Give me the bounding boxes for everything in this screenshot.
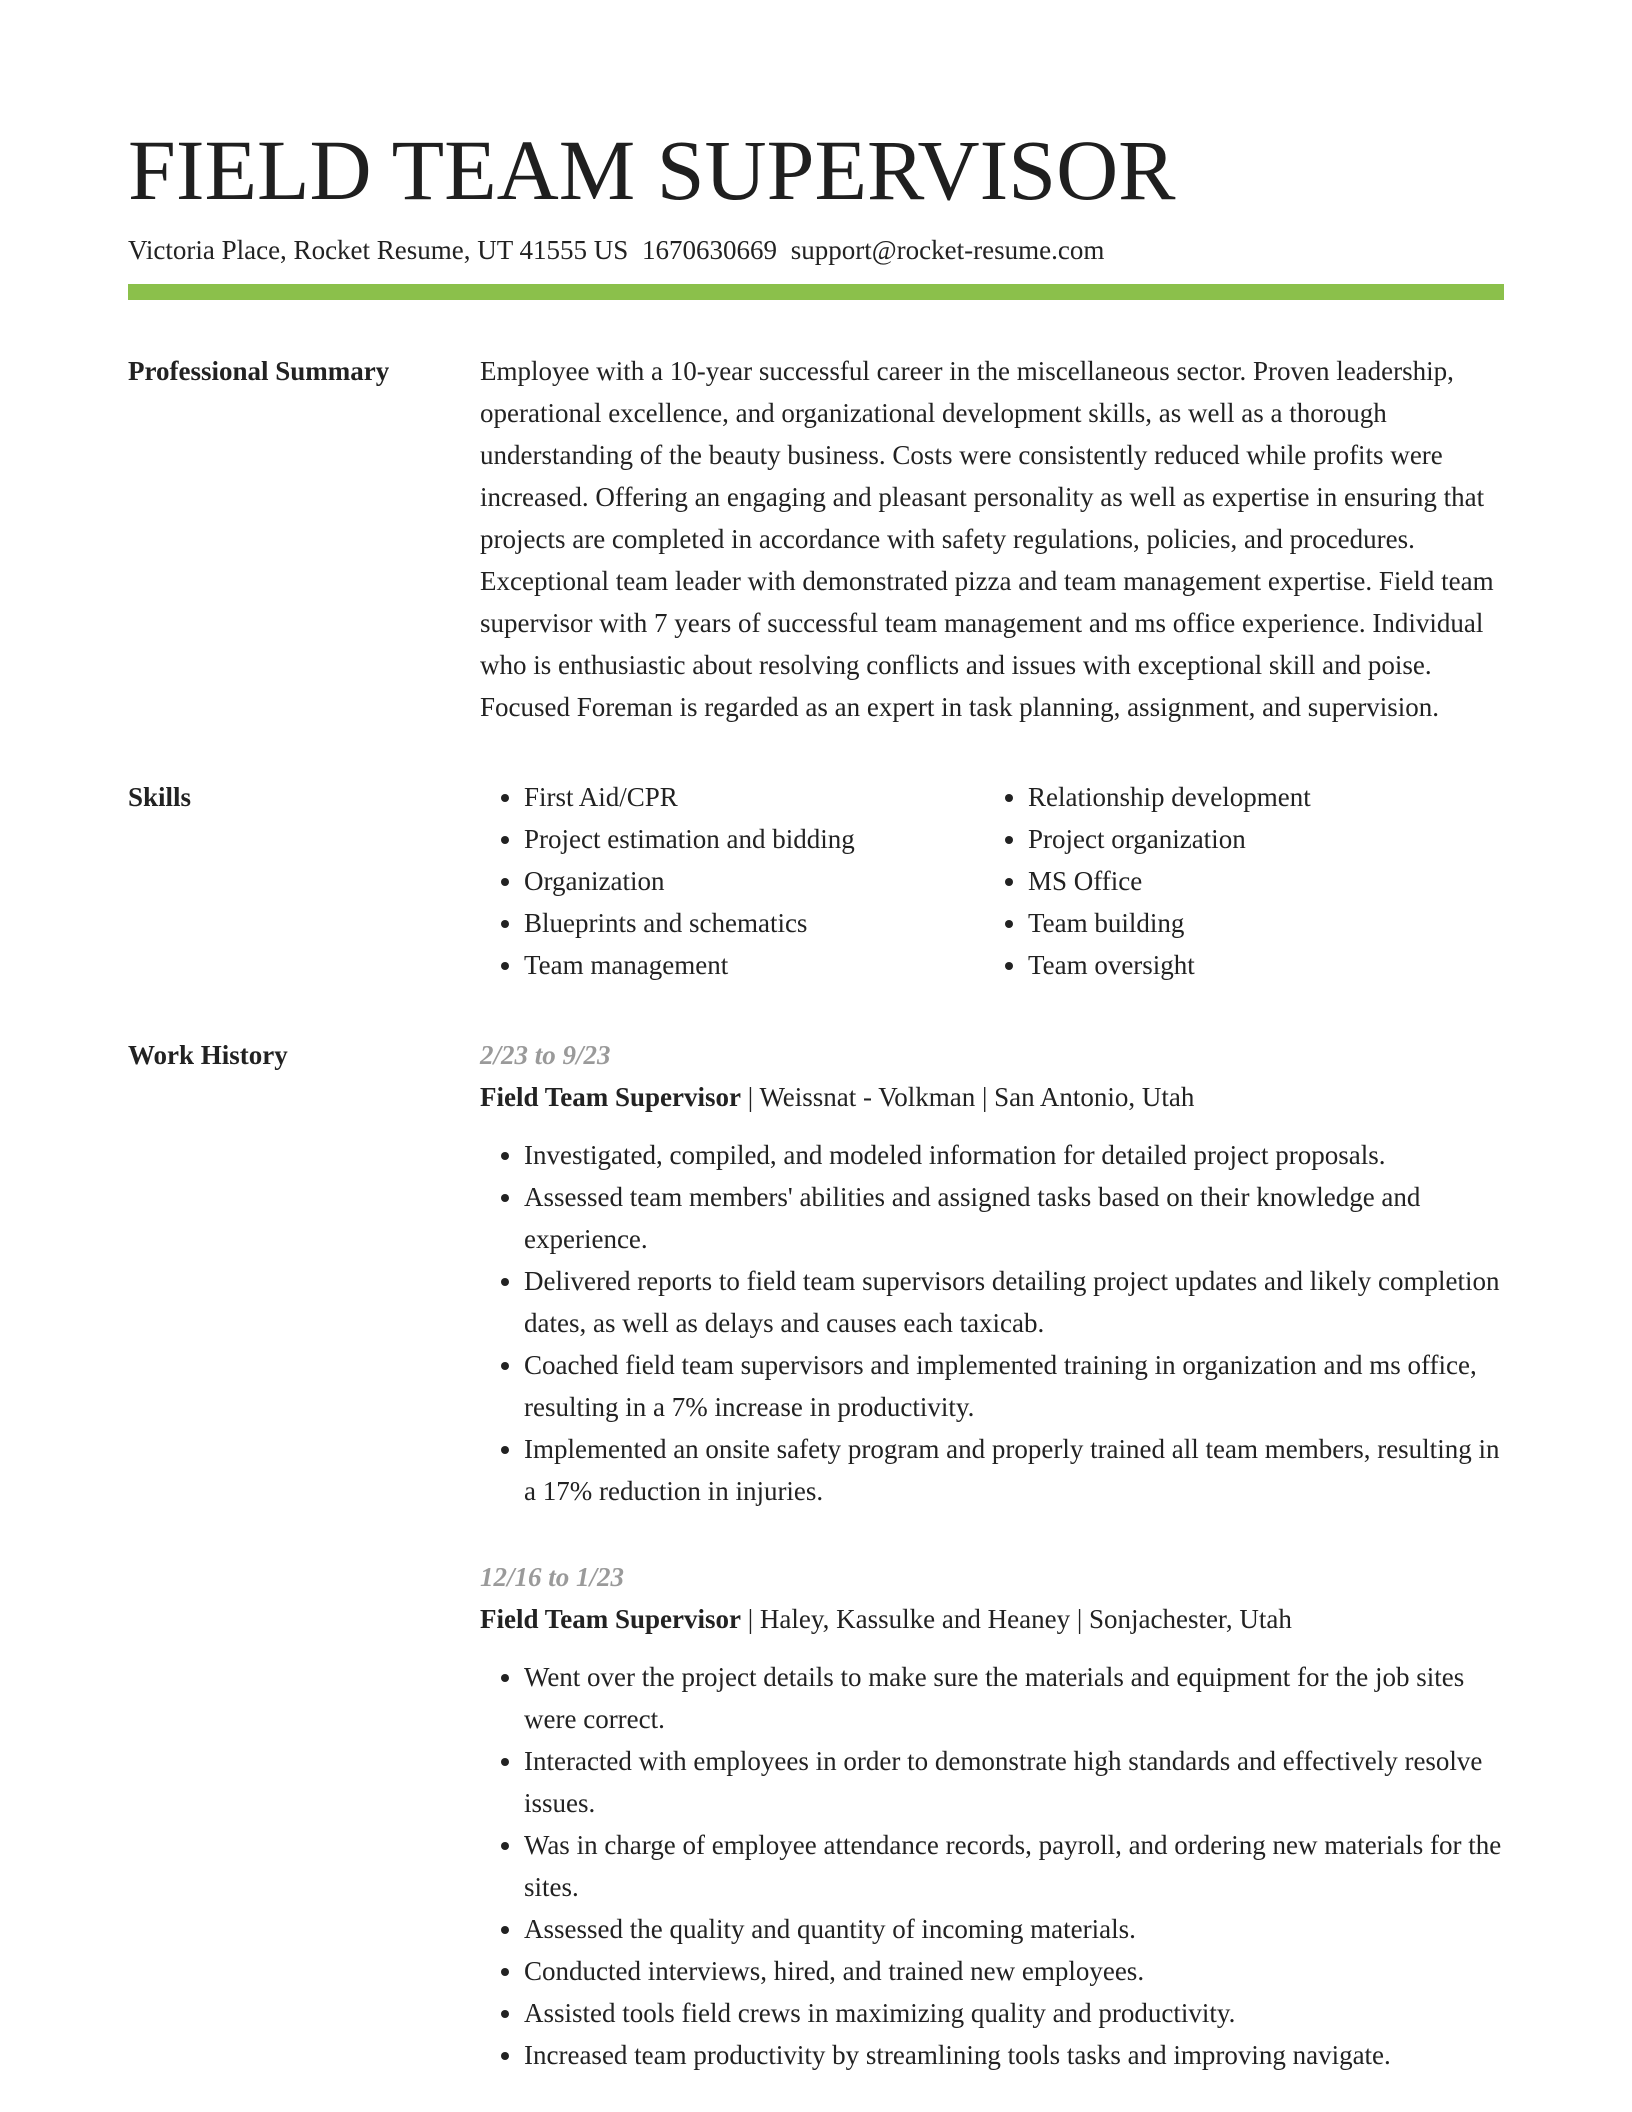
skill-item: • Project organization <box>1028 818 1568 860</box>
work-history-section <box>128 1034 1504 2076</box>
job-entry <box>480 1556 1504 2076</box>
skill-item: • Project estimation and bidding <box>524 818 984 860</box>
skills-list-right <box>984 776 1568 986</box>
summary-section <box>128 350 1504 728</box>
summary-text: Employee with a 10-year successful career in the miscellaneous sector. Proven leadership, operational excellence, and organizational development skills, as well as a thorough understanding of the beauty business. Costs were consistently reduced while profits were increased. Offering an engaging and pleasant personality as well as expertise in ensuring that projects are completed in accordance with safety regulations, policies, and procedures. Exceptional team leader with demonstrated pizza and team management expertise. Field team supervisor with 7 years of successful team management and ms office experience. Individual who is enthusiastic about resolving conflicts and issues with exceptional skill and poise. Focused Foreman is regarded as an expert in task planning, assignment, and supervision. <box>480 356 1494 722</box>
job-title: Field Team Supervisor <box>480 1082 742 1112</box>
resume-name: FIELD TEAM SUPERVISOR <box>128 122 1176 218</box>
job-bullet: • Assessed team members' abilities and assigned tasks based on their knowledge and experience. <box>524 1176 1504 1260</box>
skill-item: • Team building <box>1028 902 1568 944</box>
contact-email: support@rocket-resume.com <box>790 235 1105 265</box>
contact-line <box>128 232 1504 268</box>
job-bullet: • Investigated, compiled, and modeled information for detailed project proposals. <box>524 1134 1504 1176</box>
job-bullets <box>480 1134 1504 1512</box>
job-bullet: • Increased team productivity by streamlining tools tasks and improving navigate. <box>524 2034 1504 2076</box>
job-bullet: • Coached field team supervisors and implemented training in organization and ms office, resulting in a 7% increase in productivity. <box>524 1344 1504 1428</box>
skill-item: • MS Office <box>1028 860 1568 902</box>
job-bullet: • Conducted interviews, hired, and trained new employees. <box>524 1950 1504 1992</box>
resume-page <box>128 120 1504 2076</box>
job-employer-location: | Haley, Kassulke and Heaney | Sonjachester, Utah <box>741 1604 1292 1634</box>
job-entry <box>480 1034 1504 1512</box>
contact-phone: 1670630669 <box>642 235 778 265</box>
skill-item: • First Aid/CPR <box>524 776 984 818</box>
skills-list-left <box>480 776 984 986</box>
skills-label: Skills <box>128 782 192 812</box>
work-history-label: Work History <box>128 1040 288 1070</box>
skill-item: • Team oversight <box>1028 944 1568 986</box>
job-bullet: • Was in charge of employee attendance records, payroll, and ordering new materials for the sites. <box>524 1824 1504 1908</box>
contact-address: Victoria Place, Rocket Resume, UT 41555 US <box>128 235 629 265</box>
skills-section <box>128 776 1504 986</box>
job-bullet: • Went over the project details to make sure the materials and equipment for the job sites were correct. <box>524 1656 1504 1740</box>
job-bullet: • Assessed the quality and quantity of incoming materials. <box>524 1908 1504 1950</box>
job-bullet: • Delivered reports to field team supervisors detailing project updates and likely completion dates, as well as delays and causes each taxicab. <box>524 1260 1504 1344</box>
job-employer-location: | Weissnat - Volkman | San Antonio, Utah <box>741 1082 1195 1112</box>
job-bullet: • Implemented an onsite safety program and properly trained all team members, resulting in a 17% reduction in injuries. <box>524 1428 1504 1512</box>
job-title-line <box>480 1076 1504 1118</box>
job-dates: 2/23 to 9/23 <box>480 1040 611 1070</box>
job-bullets <box>480 1656 1504 2076</box>
accent-divider <box>128 284 1504 300</box>
skill-item: • Blueprints and schematics <box>524 902 984 944</box>
job-title-line <box>480 1598 1504 1640</box>
skills-grid <box>480 776 1568 986</box>
summary-label: Professional Summary <box>128 356 390 386</box>
job-title: Field Team Supervisor <box>480 1604 742 1634</box>
skill-item: • Relationship development <box>1028 776 1568 818</box>
job-bullet: • Assisted tools field crews in maximizing quality and productivity. <box>524 1992 1504 2034</box>
skill-item: • Team management <box>524 944 984 986</box>
job-dates: 12/16 to 1/23 <box>480 1562 625 1592</box>
skill-item: • Organization <box>524 860 984 902</box>
job-bullet: • Interacted with employees in order to demonstrate high standards and effectively resolve issues. <box>524 1740 1504 1824</box>
